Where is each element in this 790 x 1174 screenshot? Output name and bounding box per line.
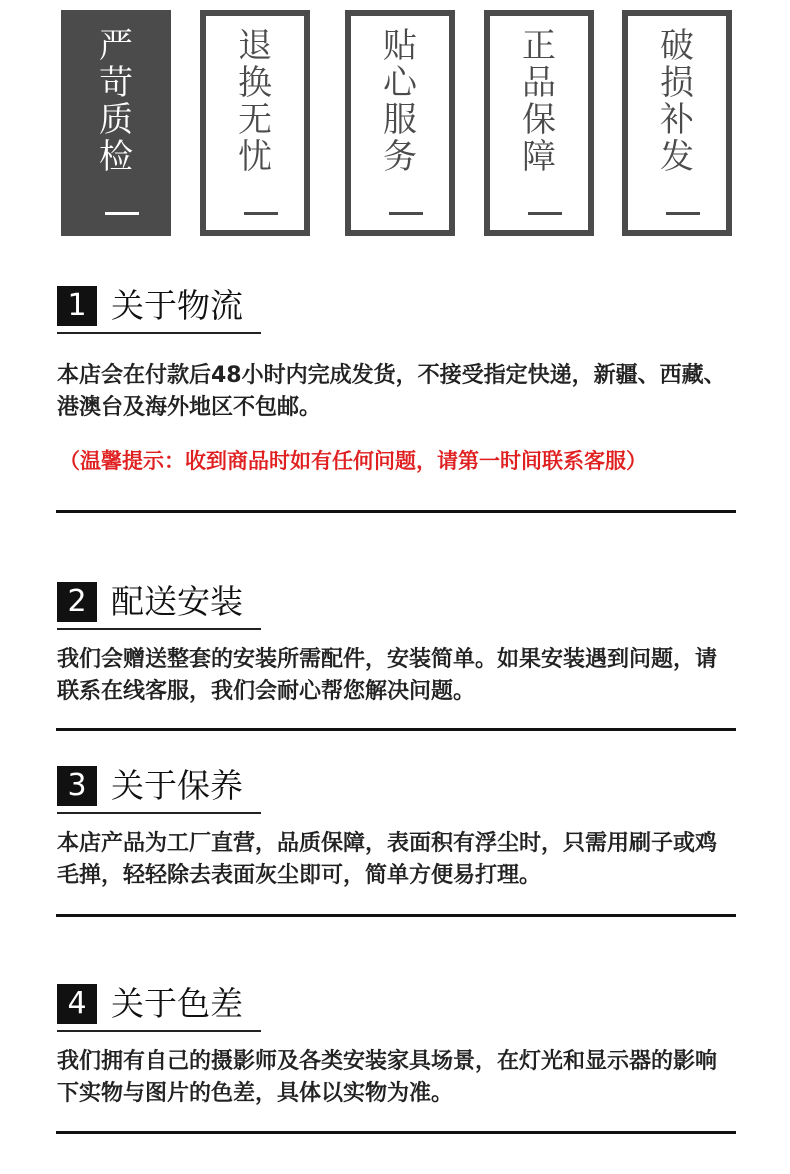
warm-tip: （温馨提示：收到商品时如有任何问题，请第一时间联系客服） (59, 449, 647, 473)
section-number: 1 (57, 286, 97, 326)
badge-char: 正 (522, 26, 556, 66)
section-body: 本店产品为工厂直营，品质保障，表面积有浮尘时，只需用刷子或鸡毛掸，轻轻除去表面灰尘即可，简单方便易打理。 (57, 831, 718, 888)
badge-char: 质 (99, 100, 133, 140)
badge-genuine-guarantee (484, 10, 594, 236)
badge-dash (528, 212, 562, 215)
section-logistics (57, 286, 737, 506)
section-maintenance (57, 766, 737, 896)
badge-char: 苛 (99, 63, 133, 103)
badge-char: 换 (238, 63, 272, 103)
badge-strict-inspection (61, 10, 171, 236)
badge-dash (389, 212, 423, 215)
badge-char: 品 (522, 63, 556, 103)
badge-char: 心 (383, 63, 417, 103)
badge-damage-reissue (622, 10, 732, 236)
badge-text (490, 28, 588, 176)
badge-char: 保 (522, 100, 556, 140)
badge-dash (105, 212, 139, 215)
divider (56, 1131, 736, 1134)
section-number: 3 (57, 766, 97, 806)
badge-char: 服 (383, 100, 417, 140)
badge-char: 障 (522, 137, 556, 177)
badge-char: 损 (660, 63, 694, 103)
badge-char: 贴 (383, 26, 417, 66)
section-color-difference (57, 984, 737, 1114)
section-number: 4 (57, 984, 97, 1024)
divider (56, 914, 736, 917)
section-heading (57, 286, 261, 334)
section-heading (57, 766, 261, 814)
section-title: 关于物流 (111, 286, 243, 325)
badge-caring-service (345, 10, 455, 236)
section-title: 关于色差 (111, 984, 243, 1023)
divider (56, 728, 736, 731)
badge-char: 忧 (238, 137, 272, 177)
badge-char: 补 (660, 100, 694, 140)
badge-text (351, 28, 449, 176)
section-delivery-installation (57, 582, 737, 712)
section-title: 配送安装 (111, 582, 243, 621)
section-number: 2 (57, 582, 97, 622)
badge-char: 严 (99, 26, 133, 66)
section-heading (57, 582, 261, 630)
badge-text (206, 28, 304, 176)
badge-hassle-free-returns (200, 10, 310, 236)
section-body: 我们会赠送整套的安装所需配件，安装简单。如果安装遇到问题，请联系在线客服，我们会耐心帮您解决问题。 (57, 647, 718, 704)
badge-char: 检 (99, 137, 133, 177)
section-body: 我们拥有自己的摄影师及各类安装家具场景，在灯光和显示器的影响下实物与图片的色差，具体以实物为准。 (57, 1049, 718, 1106)
section-heading (57, 984, 261, 1032)
badge-char: 务 (383, 137, 417, 177)
badge-char: 破 (660, 26, 694, 66)
badge-text (628, 28, 726, 176)
badge-char: 发 (660, 137, 694, 177)
section-body: 本店会在付款后48小时内完成发货，不接受指定快递，新疆、西藏、港澳台及海外地区不包邮。 (57, 363, 726, 420)
badge-text (67, 28, 165, 176)
badge-char: 无 (238, 100, 272, 140)
badge-char: 退 (238, 26, 272, 66)
badge-dash (666, 212, 700, 215)
section-title: 关于保养 (111, 766, 243, 805)
badge-dash (244, 212, 278, 215)
divider (56, 510, 736, 513)
